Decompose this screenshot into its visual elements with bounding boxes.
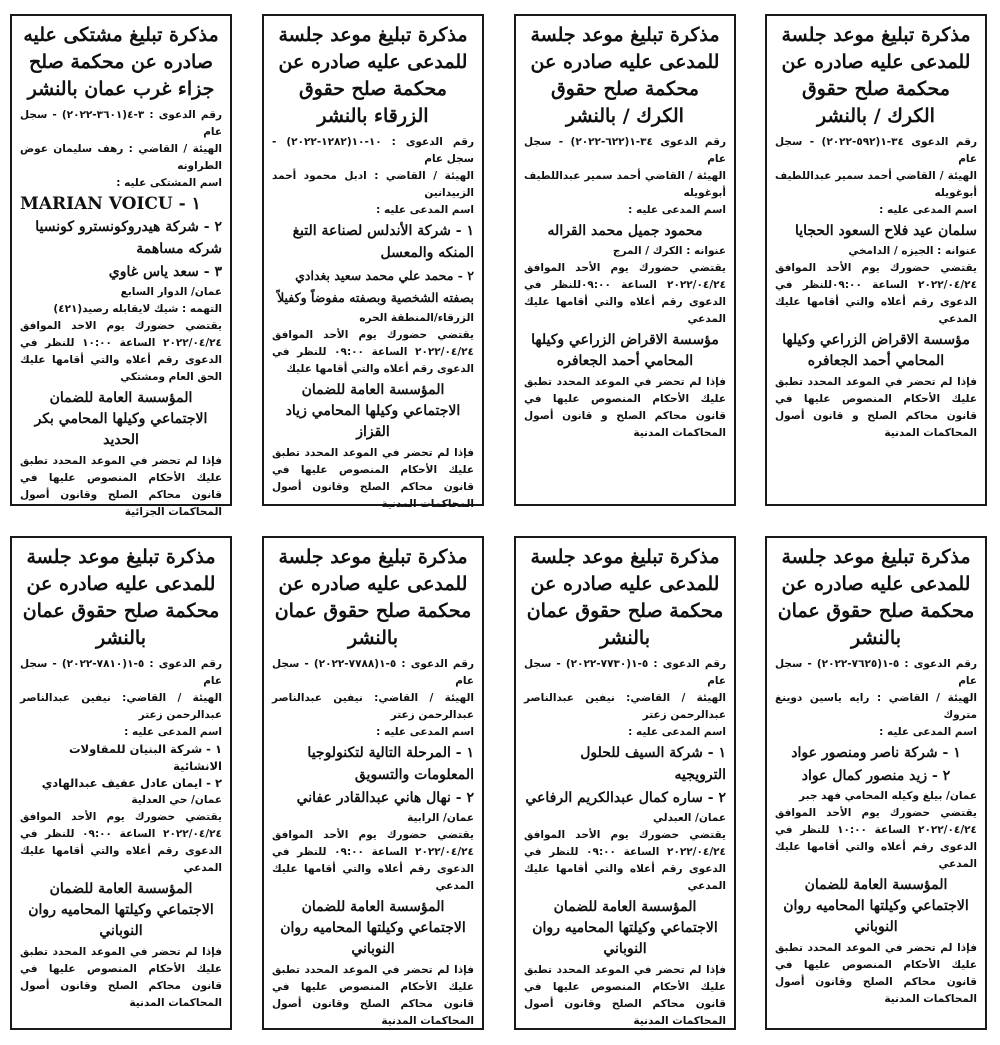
case-number: رقم الدعوى : ٥-١(٧٧٨٨-٢٠٢٢) - سجل عام (272, 658, 474, 687)
notice-amman-7625 (765, 536, 987, 1030)
case-number: رقم الدعوى : ٥-١(٧٧٣٠-٢٠٢٢) - سجل عام (524, 658, 726, 687)
defendant-name-2: ٢ - شركة هيدروكونسترو كونسيا شركه مساهمة (35, 219, 222, 257)
notice-karak-622 (514, 14, 736, 506)
closing-text: فإذا لم تحضر في الموعد المحدد تطبق عليك الأحكام المنصوص عليها في قانون محاكم الصلح وقانون أصول المحاكمات المدنية (775, 942, 977, 1005)
summons-text: يقتضي حضورك يوم الأحد الموافق ٢٠٢٢/٠٤/٢٤ الساعة ٠٩:٠٠ للنظر في الدعوى رقم أعلاه والتي أقامها عليك المدعي (272, 829, 474, 892)
defendant-name-2: ٢ - محمد علي محمد سعيد بغدادي بصفته الشخصية وبصفته مفوضاً وكفيلاً (277, 268, 474, 305)
case-number: رقم الدعوى : ١٠-١٠(١٢٨٢-٢٠٢٢) - سجل عام (272, 136, 475, 165)
defendant-address: عمان/ الرابية (407, 812, 474, 824)
summons-text: يقتضي حضورك يوم الأحد الموافق ٢٠٢٢/٠٤/٢٤ الساعة ٠٩:٠٠للنظر في الدعوى رقم أعلاه والتي أقامها عليك المدعي (524, 262, 726, 325)
closing-text: فإذا لم تحضر في الموعد المحدد تطبق عليك الأحكام المنصوص عليها في قانون محاكم الصلح و قانون أصول المحاكمات المدنية (524, 376, 726, 439)
notice-title: مذكرة تبليغ موعد جلسة للمدعى عليه صادره عن محكمة صلح حقوق عمان بالنشر (526, 546, 724, 649)
notice-karak-592 (765, 14, 987, 506)
judge-panel: الهيئة / القاضي: نيفين عبدالناصر عبدالرحمن زعتر (20, 692, 222, 721)
defendant-name-2: ٢ - ساره كمال عبدالكريم الرفاعي (525, 790, 726, 806)
judge-panel: الهيئة / القاضي: نيفين عبدالناصر عبدالرحمن زعتر (524, 692, 726, 721)
notice-title: مذكرة تبليغ مشتكى عليه صادره عن محكمة صلح جزاء غرب عمان بالنشر (23, 24, 219, 100)
judge-panel: الهيئة / القاضي : ادبل محمود أحمد الزبيدانين (272, 170, 474, 199)
case-number: رقم الدعوى ٣٤-١(٦٢٢-٢٠٢٢) - سجل عام (524, 136, 726, 165)
notice-amman-7730 (514, 536, 736, 1030)
judge-panel: الهيئة / القاضي : رهف سليمان عوض الطراونه (20, 143, 222, 172)
defendant-name-1: ١ - شركة السيف للحلول الترويجيه (580, 745, 726, 783)
defendant-label: اسم المدعى عليه : (376, 204, 474, 216)
defendant-label: اسم المشتكى عليه : (116, 177, 222, 189)
defendant-address: الزرقاء/المنطقة الحره (359, 312, 474, 324)
defendant-address: عنوانه : الجيزه / الدامخي (848, 245, 977, 257)
notice-title: مذكرة تبليغ موعد جلسة للمدعى عليه صادره عن محكمة صلح حقوق عمان بالنشر (22, 546, 220, 649)
defendant-name-1: ١ - شركة الأندلس لصناعة التبغ المنكه والمعسل (292, 223, 474, 261)
closing-text: فإذا لم تحضر في الموعد المحدد تطبق عليك الأحكام المنصوص عليها في قانون محاكم الصلح وقانون أصول المحاكمات المدنية (272, 964, 474, 1027)
closing-text: فإذا لم تحضر في الموعد المحدد تطبق عليك الأحكام المنصوص عليها في قانون محاكم الصلح وقانون أصول المحاكمات الجزائية (20, 455, 222, 518)
defendant-address: عنوانه : الكرك / المرج (612, 245, 726, 257)
closing-text: فإذا لم تحضر في الموعد المحدد تطبق عليك الأحكام المنصوص عليها في قانون محاكم الصلح وقانون أصول المحاكمات المدنية (272, 447, 474, 510)
defendant-label: اسم المدعى عليه : (628, 726, 726, 738)
notice-title: مذكرة تبليغ موعد جلسة للمدعى عليه صادره عن محكمة صلح حقوق عمان بالنشر (777, 546, 975, 649)
defendant-name-2: ٢ - نهال هاني عبدالقادر عفاني (296, 790, 474, 806)
closing-text: فإذا لم تحضر في الموعد المحدد تطبق عليك الأحكام المنصوص عليها في قانون محاكم الصلح وقانون أصول المحاكمات المدنية (20, 946, 222, 1009)
defendant-label: اسم المدعى عليه : (879, 726, 977, 738)
defendant-name: سلمان عيد فلاح السعود الحجايا (794, 223, 977, 239)
defendant-name-2: ٢ - ايمان عادل عفيف عبدالهادي (41, 776, 222, 790)
defendant-name-1: MARIAN VOICU - ١ (20, 194, 201, 214)
plaintiff-name: مؤسسة الاقراض الزراعي وكيلها المحامي أحمد الجعافره (531, 332, 719, 369)
defendant-name-1: ١ - المرحلة التالية لتكنولوجيا المعلومات والتسويق (307, 745, 474, 783)
defendant-name-1: ١ - شركة البنيان للمقاولات الانشائية (68, 742, 222, 773)
defendant-name-2: ٢ - زيد منصور كمال عواد (801, 768, 951, 784)
case-number: رقم الدعوى : ٥-١(٧٦٢٥-٢٠٢٢) - سجل عام (775, 658, 977, 687)
judge-panel: الهيئة / القاضي أحمد سمير عبداللطيف أبوغويله (775, 170, 977, 199)
notice-amman-7788 (262, 536, 484, 1030)
plaintiff-name: المؤسسة العامة للضمان الاجتماعي وكيلتها المحاميه روان النوباني (783, 877, 969, 935)
summons-text: يقتضي حضورك يوم الأحد الموافق ٢٠٢٢/٠٤/٢٤ الساعة ٠٩:٠٠ للنظر في الدعوى رقم أعلاه والتي أقامها عليك المدعي (20, 811, 222, 874)
defendant-address: عمان/ حي العدلية (131, 794, 222, 806)
plaintiff-name: المؤسسة العامة للضمان الاجتماعي وكيلتها المحاميه روان النوباني (28, 881, 214, 939)
defendant-address: عمان/ بيلغ وكيله المحامي فهد جبر (799, 790, 977, 802)
plaintiff-name: مؤسسة الاقراض الزراعي وكيلها المحامي أحمد الجعافره (782, 332, 970, 369)
closing-text: فإذا لم تحضر في الموعد المحدد تطبق عليك الأحكام المنصوص عليها في قانون محاكم الصلح وقانون أصول المحاكمات المدنية (524, 964, 726, 1027)
case-number: رقم الدعوى ٣٤-١(٥٩٢-٢٠٢٢) - سجل عام (775, 136, 977, 165)
defendant-label: اسم المدعى عليه : (124, 726, 222, 738)
charge-text: التهمه : شيك لايقابله رصيد(٤٢١) (53, 303, 222, 315)
summons-text: يقتضي حضورك يوم الأحد الموافق ٢٠٢٢/٠٤/٢٤ الساعة ٠٩:٠٠ للنظر في الدعوى رقم أعلاه والتي أقامها عليك المدعي (524, 829, 726, 892)
defendant-name: محمود جميل محمد القراله (547, 223, 703, 239)
closing-text: فإذا لم تحضر في الموعد المحدد تطبق عليك الأحكام المنصوص عليها في قانون محاكم الصلح و قانون أصول المحاكمات المدنية (775, 376, 977, 439)
defendant-address: عمان/ الدوار السابع (120, 286, 222, 298)
plaintiff-name: المؤسسة العامة للضمان الاجتماعي وكيلتها المحاميه روان النوباني (532, 899, 718, 957)
judge-panel: الهيئة / القاضي أحمد سمير عبداللطيف أبوغويله (524, 170, 726, 199)
defendant-name-3: ٣ - سعد ياس غاوي (108, 264, 222, 280)
defendant-label: اسم المدعى عليه : (879, 204, 977, 216)
summons-text: يقتضي حضورك يوم الأحد الموافق ٢٠٢٢/٠٤/٢٤ الساعة ٠٩:٠٠للنظر في الدعوى رقم أعلاه والتي أقامها عليك المدعي (775, 262, 977, 325)
judge-panel: الهيئة / القاضي : رايه ياسين دوينغ متروك (775, 692, 977, 721)
notice-title: مذكرة تبليغ موعد جلسة للمدعى عليه صادره عن محكمة صلح حقوق عمان بالنشر (274, 546, 472, 649)
plaintiff-name: المؤسسة العامة للضمان الاجتماعي وكيلها المحامي زياد القزاز (285, 382, 461, 440)
plaintiff-name: المؤسسة العامة للضمان الاجتماعي وكيلتها المحاميه روان النوباني (280, 899, 466, 957)
notice-title: مذكرة تبليغ موعد جلسة للمدعى عليه صادره عن محكمة صلح حقوق الكرك / بالنشر (781, 24, 971, 127)
plaintiff-name: المؤسسة العامة للضمان الاجتماعي وكيلها المحامي بكر الحديد (34, 390, 208, 448)
notice-title: مذكرة تبليغ موعد جلسة للمدعى عليه صادره عن محكمة صلح حقوق الكرك / بالنشر (530, 24, 720, 127)
notice-amman-criminal-3601 (10, 14, 232, 518)
judge-panel: الهيئة / القاضي: نيفين عبدالناصر عبدالرحمن زعتر (272, 692, 474, 721)
defendant-name-1: ١ - شركة ناصر ومنصور عواد (791, 745, 961, 761)
defendant-label: اسم المدعى عليه : (376, 726, 474, 738)
case-number: رقم الدعوى : ٥-١(٧٨١٠-٢٠٢٢) - سجل عام (20, 658, 222, 687)
defendant-address: عمان/ العبدلي (653, 812, 726, 824)
defendant-label: اسم المدعى عليه : (628, 204, 726, 216)
notice-zarqa-1282 (262, 14, 484, 510)
notice-title: مذكرة تبليغ موعد جلسة للمدعى عليه صادره عن محكمة صلح حقوق الزرقاء بالنشر (278, 24, 468, 127)
case-number: رقم الدعوى : ٣-٤(٣٦٠١-٢٠٢٢) - سجل عام (20, 109, 222, 138)
summons-text: يقتضي حضورك يوم الأحد الموافق ٢٠٢٢/٠٤/٢٤ الساعة ١٠:٠٠ للنظر في الدعوى رقم أعلاه والتي أقامها عليك المدعي (775, 807, 977, 870)
summons-text: يقتضي حضورك يوم الأحد الموافق ٢٠٢٢/٠٤/٢٤ الساعة ٠٩:٠٠ للنظر في الدعوى رقم أعلاه والتي أقامها عليك (272, 329, 474, 375)
summons-text: يقتضي حضورك يوم الاحد الموافق ٢٠٢٢/٠٤/٢٤ الساعة ١٠:٠٠ للنظر في الدعوى رقم أعلاه والتي أقامها عليك الحق العام ومشتكي (20, 320, 222, 383)
notice-amman-7810 (10, 536, 232, 1030)
